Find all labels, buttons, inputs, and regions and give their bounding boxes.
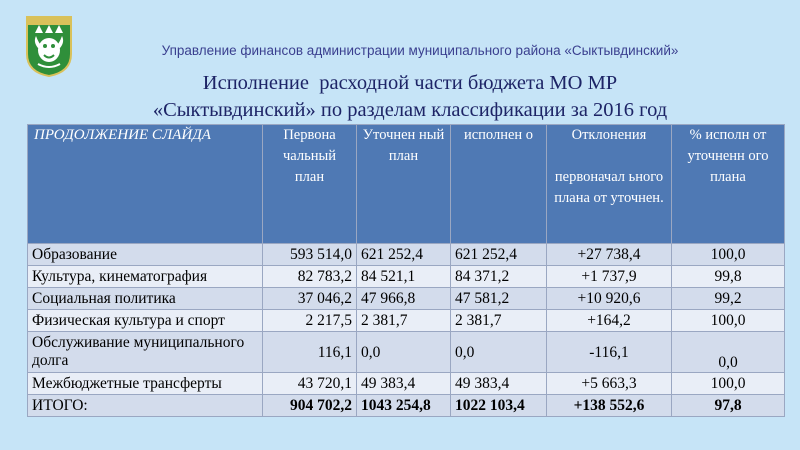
column-header-section: ПРОДОЛЖЕНИЕ СЛАЙДА [28,125,263,244]
initial-plan-cell: 43 720,1 [263,373,357,395]
table-row [28,288,785,310]
budget-table [27,124,785,417]
total-initial-plan: 904 702,2 [263,395,357,417]
total-label: ИТОГО: [28,395,263,417]
executed-cell: 621 252,4 [451,244,547,266]
deviation-cell: +27 738,4 [547,244,672,266]
executed-cell: 49 383,4 [451,373,547,395]
row-name: Культура, кинематография [28,266,263,288]
refined-plan-cell: 2 381,7 [357,310,451,332]
total-refined-plan: 1043 254,8 [357,395,451,417]
percent-cell: 0,0 [672,332,785,373]
column-header-initial-plan: Первона чальный план [263,125,357,244]
row-name: Социальная политика [28,288,263,310]
table-header-row [28,125,785,244]
table-row [28,373,785,395]
column-header-deviation: Отклонения первоначал ьного плана от уточнен. [547,125,672,244]
percent-cell: 99,8 [672,266,785,288]
total-executed: 1022 103,4 [451,395,547,417]
deviation-cell: +1 737,9 [547,266,672,288]
title-line-2: «Сыктывдинский» по разделам классификации за 2016 год [152,99,668,121]
row-name: Образование [28,244,263,266]
deviation-cell: -116,1 [547,332,672,373]
table-row [28,332,785,373]
initial-plan-cell: 593 514,0 [263,244,357,266]
deviation-cell: +5 663,3 [547,373,672,395]
percent-cell: 99,2 [672,288,785,310]
percent-cell: 100,0 [672,310,785,332]
initial-plan-cell: 116,1 [263,332,357,373]
percent-cell: 100,0 [672,244,785,266]
executed-cell: 2 381,7 [451,310,547,332]
column-header-executed: исполнен о [451,125,547,244]
deviation-cell: +10 920,6 [547,288,672,310]
executed-cell: 47 581,2 [451,288,547,310]
row-name: Обслуживание муниципального долга [28,332,263,373]
refined-plan-cell: 0,0 [357,332,451,373]
total-percent: 97,8 [672,395,785,417]
refined-plan-cell: 49 383,4 [357,373,451,395]
refined-plan-cell: 84 521,1 [357,266,451,288]
total-row [28,395,785,417]
table-row [28,310,785,332]
row-name: Межбюджетные трансферты [28,373,263,395]
deviation-cell: +164,2 [547,310,672,332]
table-row [28,266,785,288]
row-name: Физическая культура и спорт [28,310,263,332]
page-title [100,70,720,124]
percent-cell: 100,0 [672,373,785,395]
executed-cell: 0,0 [451,332,547,373]
table-row [28,244,785,266]
coat-of-arms-icon [24,14,74,78]
executed-cell: 84 371,2 [451,266,547,288]
initial-plan-cell: 37 046,2 [263,288,357,310]
refined-plan-cell: 621 252,4 [357,244,451,266]
column-header-refined-plan: Уточнен ный план [357,125,451,244]
organization-name: Управление финансов администрации муниципального района «Сыктывдинский» [161,43,679,58]
refined-plan-cell: 47 966,8 [357,288,451,310]
initial-plan-cell: 2 217,5 [263,310,357,332]
total-deviation: +138 552,6 [547,395,672,417]
title-line-1: Исполнение расходной части бюджета МО МР [202,72,618,94]
initial-plan-cell: 82 783,2 [263,266,357,288]
column-header-percent: % исполн от уточненн ого плана [672,125,785,244]
